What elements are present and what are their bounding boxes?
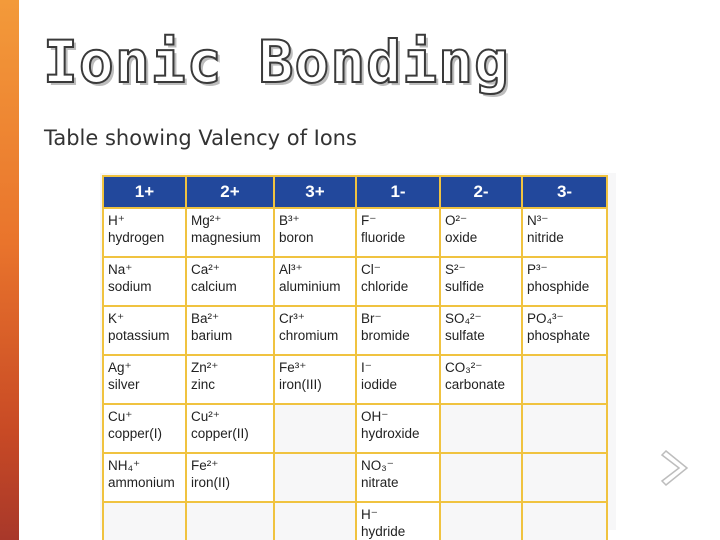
ion-cell [104,307,185,354]
ion-symbol: Br⁻ [361,311,382,326]
ion-name: oxide [445,230,478,245]
ion-symbol: O²⁻ [445,213,468,228]
column-header: 2+ [187,177,273,207]
ion-name: sulfate [445,328,485,343]
table-row [104,405,606,452]
ion-symbol: PO₄³⁻ [527,311,564,326]
ion-symbol: Fe³⁺ [279,360,307,375]
ion-cell [441,307,521,354]
ion-name: bromide [361,328,410,343]
ion-name: nitrate [361,475,399,490]
column-header: 3- [523,177,606,207]
table-header-row [104,177,606,207]
table-row [104,307,606,354]
empty-cell [523,454,606,501]
ion-cell [187,454,273,501]
ion-name: nitride [527,230,564,245]
table-row [104,356,606,403]
empty-cell [275,503,355,540]
ion-cell [187,356,273,403]
ion-symbol: Cr³⁺ [279,311,305,326]
ion-symbol: N³⁻ [527,213,549,228]
ion-name: hydrogen [108,230,165,245]
ion-symbol: OH⁻ [361,409,389,424]
ion-name: phosphide [527,279,590,294]
ion-symbol: Ca²⁺ [191,262,220,277]
ion-symbol: Cu²⁺ [191,409,220,424]
ion-symbol: Na⁺ [108,262,133,277]
empty-cell [275,454,355,501]
ion-name: zinc [191,377,216,392]
ion-cell [357,454,439,501]
ion-name: magnesium [191,230,261,245]
empty-cell [441,503,521,540]
ion-cell [104,356,185,403]
column-header: 3+ [275,177,355,207]
ion-cell [104,258,185,305]
empty-cell [441,454,521,501]
ion-name: chloride [361,279,409,294]
ion-name: chromium [279,328,339,343]
ion-cell [523,307,606,354]
ion-cell [357,258,439,305]
ion-symbol: H⁻ [361,507,378,522]
ion-name: iron(III) [279,377,322,392]
ion-cell [104,405,185,452]
ion-symbol: F⁻ [361,213,377,228]
ion-name: barium [191,328,233,343]
ion-symbol: SO₄²⁻ [445,311,482,326]
empty-cell [275,405,355,452]
ion-symbol: I⁻ [361,360,372,375]
ion-cell [523,258,606,305]
ion-name: hydride [361,524,406,539]
ion-symbol: NH₄⁺ [108,458,141,473]
ion-symbol: Mg²⁺ [191,213,222,228]
ion-cell [104,454,185,501]
ion-name: ammonium [108,475,175,490]
ion-cell [441,209,521,256]
ion-cell [275,258,355,305]
empty-cell [523,405,606,452]
ion-symbol: Cl⁻ [361,262,381,277]
table-row [104,503,606,540]
ion-cell [275,307,355,354]
ion-symbol: Ba²⁺ [191,311,220,326]
ion-symbol: Cu⁺ [108,409,133,424]
valency-table-panel [100,173,616,539]
ion-name: sodium [108,279,152,294]
ion-name: copper(I) [108,426,163,441]
side-accent-bar [0,0,19,540]
column-header: 2- [441,177,521,207]
ion-symbol: P³⁻ [527,262,548,277]
slide-title: Ionic Bonding [43,28,510,96]
empty-cell [187,503,273,540]
slide-subtitle: Table showing Valency of Ions [44,126,357,150]
ion-name: silver [108,377,140,392]
ion-name: phosphate [527,328,591,343]
ion-cell [275,209,355,256]
ion-cell [357,405,439,452]
ion-name: sulfide [445,279,485,294]
ion-name: iron(II) [191,475,231,490]
valency-table [102,175,608,540]
ion-cell [187,209,273,256]
empty-cell [441,405,521,452]
ion-symbol: H⁺ [108,213,125,228]
ion-name: fluoride [361,230,406,245]
empty-cell [523,356,606,403]
ion-cell [441,356,521,403]
ion-cell [187,307,273,354]
empty-cell [523,503,606,540]
ion-name: calcium [191,279,237,294]
ion-cell [187,258,273,305]
ion-cell [275,356,355,403]
ion-symbol: CO₃²⁻ [445,360,483,375]
ion-cell [187,405,273,452]
ion-symbol: S²⁻ [445,262,466,277]
ion-cell [104,209,185,256]
ion-name: hydroxide [361,426,420,441]
ion-symbol: K⁺ [108,311,125,326]
ion-cell [523,209,606,256]
column-header: 1- [357,177,439,207]
table-row [104,209,606,256]
ion-name: boron [279,230,314,245]
ion-name: carbonate [445,377,506,392]
ion-cell [357,209,439,256]
ion-symbol: Fe²⁺ [191,458,219,473]
empty-cell [104,503,185,540]
column-header: 1+ [104,177,185,207]
ion-cell [441,258,521,305]
ion-symbol: Al³⁺ [279,262,303,277]
ion-name: copper(II) [191,426,249,441]
ion-symbol: Ag⁺ [108,360,132,375]
ion-name: aluminium [279,279,341,294]
table-row [104,454,606,501]
ion-cell [357,307,439,354]
ion-cell [357,356,439,403]
ion-cell [357,503,439,540]
ion-symbol: B³⁺ [279,213,300,228]
ion-symbol: NO₃⁻ [361,458,394,473]
ion-name: potassium [108,328,170,343]
ion-name: iodide [361,377,398,392]
ion-symbol: Zn²⁺ [191,360,219,375]
chevron-right-icon[interactable] [660,448,694,488]
table-row [104,258,606,305]
